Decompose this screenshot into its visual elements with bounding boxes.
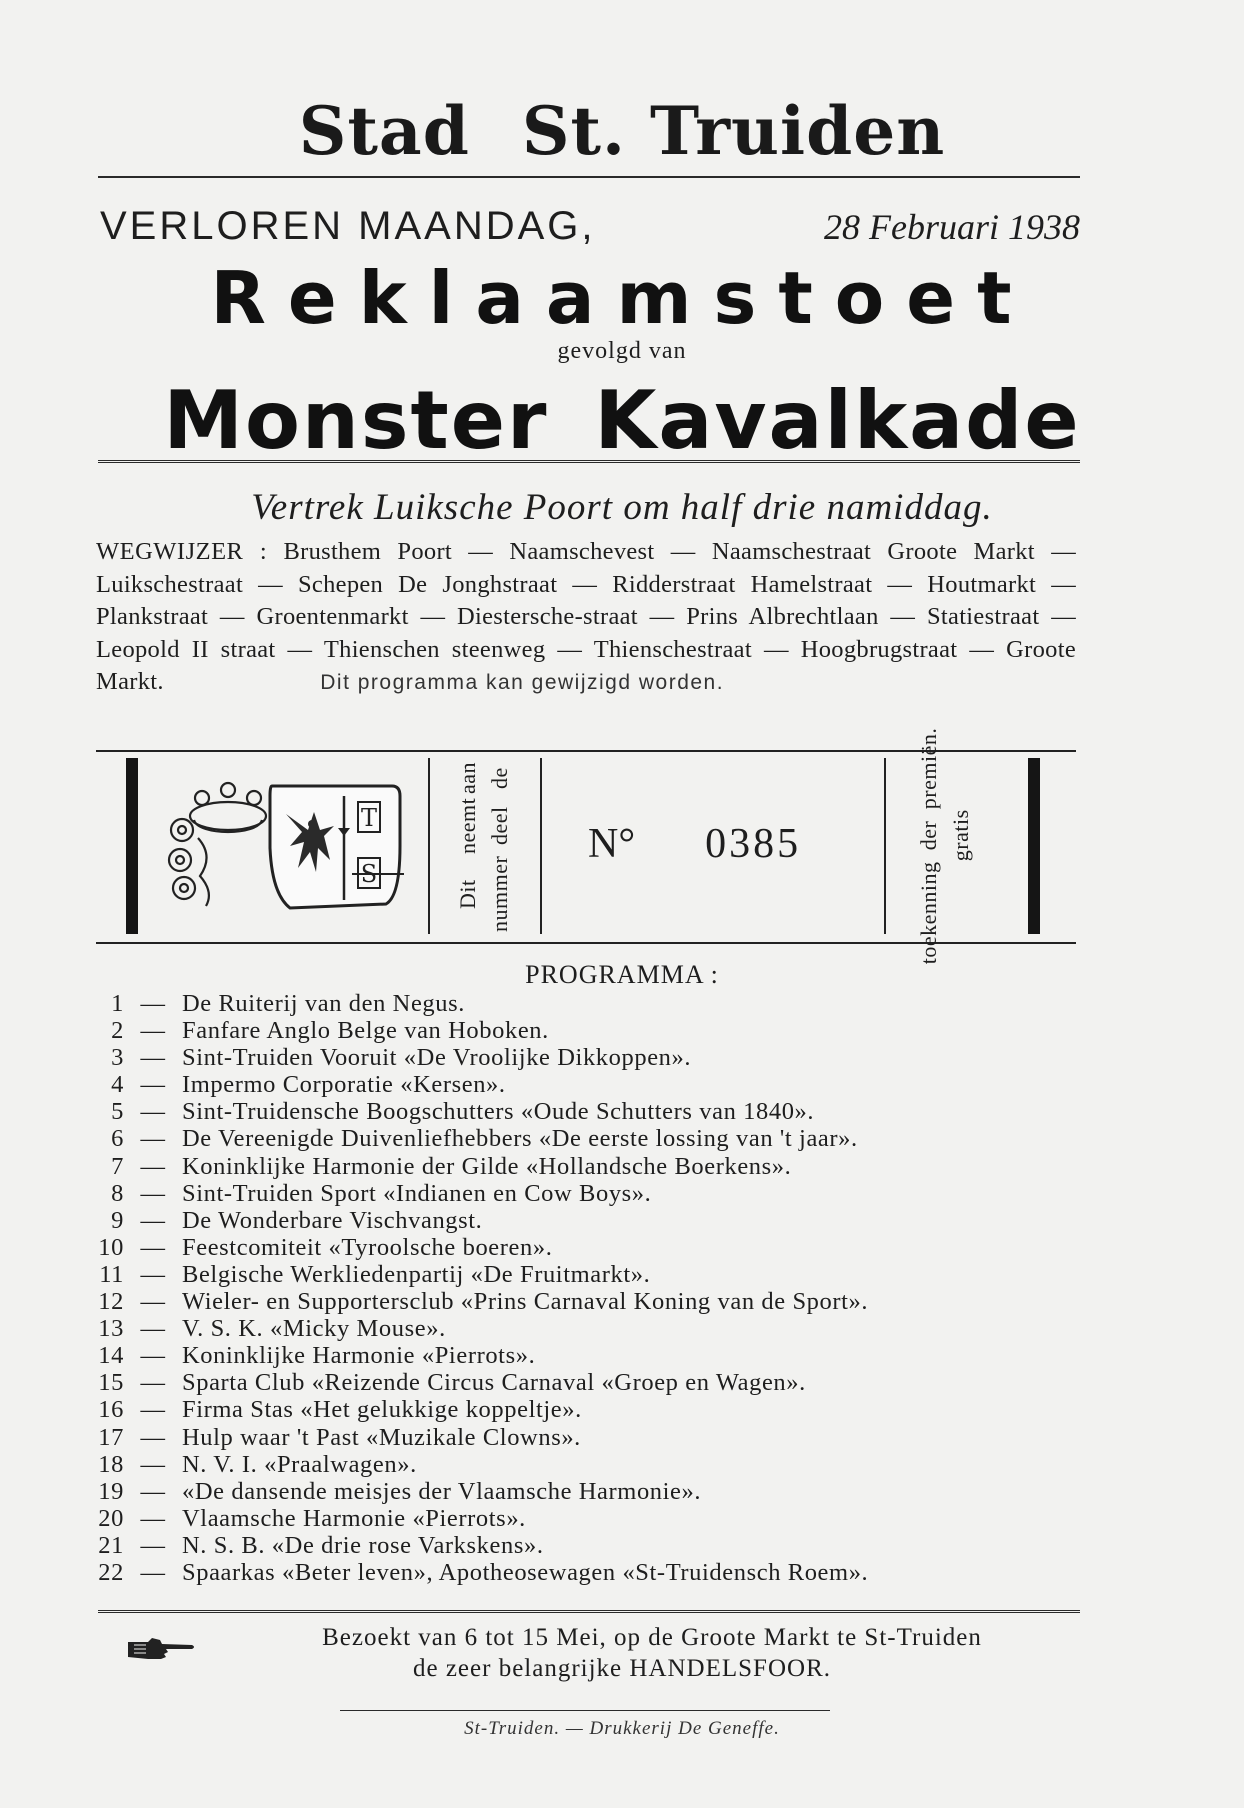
route-label: WEGWIJZER : <box>96 538 268 565</box>
programme-list <box>90 990 1090 1586</box>
ticket-right-text-block <box>909 728 981 964</box>
programme-item-dash: — <box>140 1098 166 1126</box>
programme-item-text: De Vereenigde Duivenliefhebbers «De eerste lossing van 't jaar». <box>182 1125 858 1153</box>
programme-item-number: 12 <box>98 1288 124 1316</box>
programme-title: PROGRAMMA : <box>525 960 719 989</box>
programme-item-number: 17 <box>98 1423 124 1451</box>
route-paragraph <box>96 536 1076 700</box>
programme-item-dash: — <box>140 1179 166 1207</box>
programme-item <box>90 1396 1090 1423</box>
programme-item <box>90 1044 1090 1071</box>
programme-item <box>90 1234 1090 1261</box>
programme-item-text: Impermo Corporatie «Kersen». <box>182 1071 506 1099</box>
programme-item-text: Vlaamsche Harmonie «Pierrots». <box>182 1504 526 1532</box>
programme-item-text: Sparta Club «Reizende Circus Carnaval «Groep en Wagen». <box>182 1369 806 1397</box>
programme-item <box>90 1180 1090 1207</box>
ticket-bar-left <box>126 758 138 934</box>
programme-item-dash: — <box>140 1315 166 1343</box>
programme-item-dash: — <box>140 990 166 1017</box>
programme-item-dash: — <box>140 1531 166 1559</box>
programme-item-number: 19 <box>98 1477 124 1505</box>
programme-item-dash: — <box>140 1423 166 1451</box>
programme-item-dash: — <box>140 1288 166 1316</box>
programme-item <box>90 1098 1090 1125</box>
programme-item <box>90 1153 1090 1180</box>
ticket-left-line-2: neemt deel <box>455 797 512 854</box>
programme-item-number: 6 <box>111 1125 124 1153</box>
programme-item-dash: — <box>140 1125 166 1153</box>
ticket-divider-1 <box>428 758 430 934</box>
programme-item-number: 5 <box>111 1098 124 1126</box>
printer-credit: St-Truiden. — Drukkerij De Geneffe. <box>464 1718 780 1739</box>
programme-item-text: N. S. B. «De drie rose Varkskens». <box>182 1531 544 1559</box>
programme-item-number: 15 <box>98 1369 124 1397</box>
ticket-number <box>546 814 876 874</box>
crest-letter-s: S <box>360 860 378 888</box>
headline2-word2: Kavalkade <box>594 374 1081 467</box>
programme-item-dash: — <box>140 1152 166 1180</box>
programme-item <box>90 1071 1090 1098</box>
programme-item-text: De Ruiterij van den Negus. <box>182 990 465 1017</box>
event-day-line <box>100 204 1080 250</box>
fair-line-1: Bezoekt van 6 tot 15 Mei, op de Groote Markt te St-Truiden <box>322 1624 982 1651</box>
programme-item-number: 3 <box>111 1044 124 1072</box>
programme-item <box>90 990 1090 1017</box>
footer-rule <box>340 1710 830 1711</box>
ticket-divider-2 <box>540 758 542 934</box>
ticket-right-line-3: premiën. <box>916 727 941 810</box>
programme-item-text: Koninklijke Harmonie «Pierrots». <box>182 1342 536 1370</box>
programme-item-text: Feestcomiteit «Tyroolsche boeren». <box>182 1233 553 1261</box>
ticket-left-text-block <box>448 760 520 932</box>
programme-item <box>90 1315 1090 1342</box>
programme-item-number: 1 <box>111 990 124 1017</box>
fair-line-2: de zeer belangrijke HANDELSFOOR. <box>412 1655 831 1682</box>
programme-item-dash: — <box>140 1206 166 1234</box>
programme-item-dash: — <box>140 1477 166 1505</box>
programme-item-dash: — <box>140 1044 166 1072</box>
programme-item-text: Fanfare Anglo Belge van Hoboken. <box>182 1017 549 1045</box>
programme-item <box>90 1532 1090 1559</box>
city-crest-icon <box>154 776 404 916</box>
programme-item-number: 8 <box>111 1179 124 1207</box>
programme-item-number: 10 <box>98 1233 124 1261</box>
ticket-number-label: N° <box>588 821 636 867</box>
programme-item-number: 18 <box>98 1450 124 1478</box>
programme-item-number: 13 <box>98 1315 124 1343</box>
programme-item-dash: — <box>140 1342 166 1370</box>
programme-item-dash: — <box>140 1504 166 1532</box>
ticket-left-text <box>432 760 536 932</box>
programme-item-number: 2 <box>111 1017 124 1045</box>
programme-item-text: Sint-Truidensche Boogschutters «Oude Schutters van 1840». <box>182 1098 815 1126</box>
programme-item <box>90 1505 1090 1532</box>
programme-item-dash: — <box>140 1369 166 1397</box>
programme-item-text: De Wonderbare Vischvangst. <box>182 1206 483 1234</box>
programme-item-dash: — <box>140 1071 166 1099</box>
programme-item-text: «De dansende meisjes der Vlaamsche Harmonie». <box>182 1477 702 1505</box>
programme-item <box>90 1424 1090 1451</box>
crest-letter-t: T <box>360 804 378 832</box>
programme-item <box>90 1207 1090 1234</box>
ticket-right-text <box>888 727 1002 965</box>
programme-item-dash: — <box>140 1233 166 1261</box>
route-note: Dit programma kan gewijzigd worden. <box>320 671 725 694</box>
programme-item-number: 22 <box>98 1558 124 1586</box>
departure-text: Vertrek Luiksche Poort om half drie namiddag. <box>251 487 993 528</box>
programme-item-dash: — <box>140 1017 166 1045</box>
programme-item <box>90 1559 1090 1586</box>
programme-item-number: 20 <box>98 1504 124 1532</box>
followed-by-text: gevolgd van <box>557 338 687 364</box>
programme-item <box>90 1478 1090 1505</box>
programme-item-dash: — <box>140 1260 166 1288</box>
ticket-divider-3 <box>884 758 886 934</box>
ticket-number-value: 0385 <box>705 821 802 867</box>
programme-item-number: 14 <box>98 1342 124 1370</box>
ticket-bar-right <box>1028 758 1040 934</box>
programme-item-text: V. S. K. «Micky Mouse». <box>182 1315 446 1343</box>
programme-item <box>90 1125 1090 1152</box>
headline-rule <box>98 460 1080 466</box>
programme-item-text: Belgische Werkliedenpartij «De Fruitmarkt». <box>182 1260 651 1288</box>
programme-item <box>90 1342 1090 1369</box>
ticket-right-line-2: der gratis <box>916 809 973 862</box>
ticket-left-line-3: aan de <box>455 761 512 794</box>
headline-monster-kavalkade <box>0 374 1244 467</box>
programme-item-text: Hulp waar 't Past «Muzikale Clowns». <box>182 1423 581 1451</box>
title-rule <box>98 176 1080 178</box>
ticket-right-line-1: toekenning <box>916 861 941 965</box>
programme-item <box>90 1261 1090 1288</box>
headline-reklaamstoet: Reklaamstoet <box>210 256 1034 340</box>
programme-item-dash: — <box>140 1450 166 1478</box>
route-text: Brusthem Poort — Naamschevest — Naamschestraat Groote Markt — Luikschestraat — Schepen De Jonghstraat — Ridderstraat Hamelstraat — Houtmarkt — Plankstraat — Groentenmarkt — Diestersche-straat — Prins Albrechtlaan — Statiestraat — Leopold II straat — Thienschen steenweg — Thienschestraat — Hoogbrugstraat — Groote Markt. <box>96 538 1076 695</box>
programme-item <box>90 1451 1090 1478</box>
programme-item-text: Wieler- en Supportersclub «Prins Carnaval Koning van de Sport». <box>182 1288 869 1316</box>
city-word-name: St. Truiden <box>521 92 946 170</box>
programme-rule <box>98 1610 1080 1616</box>
programme-item <box>90 1288 1090 1315</box>
fair-announcement <box>0 1622 1244 1684</box>
event-day: VERLOREN MAANDAG, <box>100 204 596 248</box>
programme-item-dash: — <box>140 1396 166 1424</box>
programme-item-text: Spaarkas «Beter leven», Apotheosewagen «St-Truidensch Roem». <box>182 1558 869 1586</box>
programme-item-number: 9 <box>111 1206 124 1234</box>
programme-item-number: 11 <box>99 1260 124 1288</box>
programme-item-number: 16 <box>98 1396 124 1424</box>
ticket-box <box>96 727 1076 965</box>
programme-item <box>90 1369 1090 1396</box>
headline2-word1: Monster <box>163 374 549 467</box>
programme-item-number: 21 <box>98 1531 124 1559</box>
programme-item-text: Koninklijke Harmonie der Gilde «Hollandsche Boerkens». <box>182 1152 792 1180</box>
programme-item-text: Sint-Truiden Sport «Indianen en Cow Boys». <box>182 1179 652 1207</box>
programme-item-number: 4 <box>111 1071 124 1099</box>
city-word-stad: Stad <box>298 92 470 170</box>
programme-item-text: Sint-Truiden Vooruit «De Vroolijke Dikkoppen». <box>182 1044 692 1072</box>
programme-item-text: Firma Stas «Het gelukkige koppeltje». <box>182 1396 582 1424</box>
programme-item <box>90 1017 1090 1044</box>
programme-item-number: 7 <box>111 1152 124 1180</box>
programme-item-dash: — <box>140 1558 166 1586</box>
programme-item-text: N. V. I. «Praalwagen». <box>182 1450 417 1478</box>
event-date: 28 Februari 1938 <box>824 207 1080 247</box>
ticket-left-line-1: Dit nummer <box>455 855 512 932</box>
poster-title <box>0 92 1244 170</box>
